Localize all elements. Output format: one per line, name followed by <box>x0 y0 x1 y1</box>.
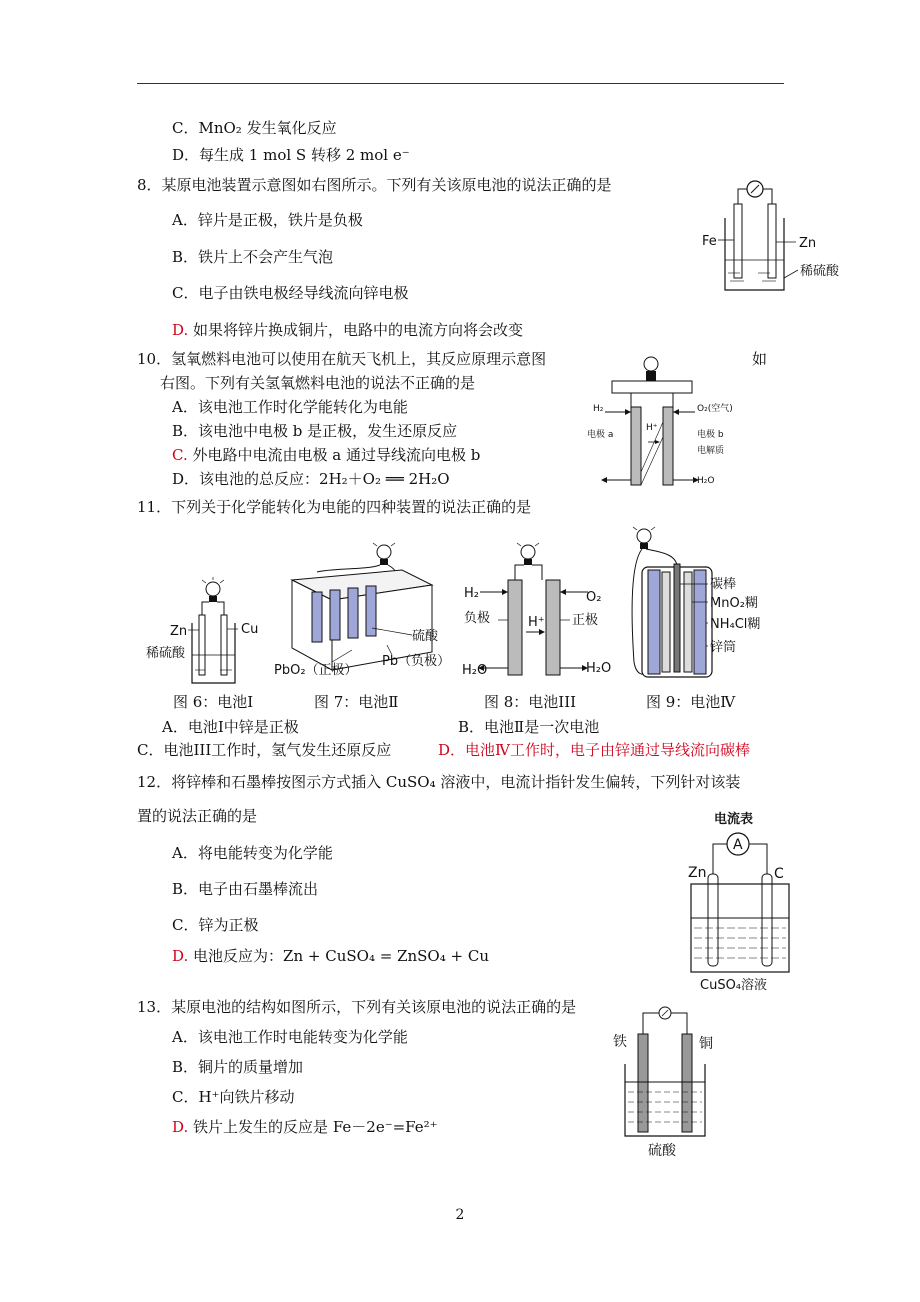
q11-stem: 11．下列关于化学能转化为电能的四种装置的说法正确的是 <box>137 498 532 516</box>
fig7-acid-label: 硫酸 <box>412 629 439 644</box>
q12-answer-letter: D. <box>172 947 189 965</box>
fig9-zinc-label: 锌筒 <box>710 640 737 655</box>
q10-answer-letter: C. <box>172 446 188 464</box>
q10-option-b: B．该电池中电极 b 是正极，发生还原反应 <box>172 422 458 440</box>
q11-figure6 <box>140 575 270 687</box>
q13-solution-label: 硫酸 <box>648 1143 676 1159</box>
q12-figure <box>680 806 800 996</box>
q8-figure <box>700 178 850 298</box>
q11-option-a: A．电池Ⅰ中锌是正极 <box>162 718 299 736</box>
fig6-cu-label: Cu <box>241 622 259 637</box>
q10-option-d: D．该电池的总反应：2H₂＋O₂ ══ 2H₂O <box>172 470 450 488</box>
q12-c-label: C <box>774 866 784 882</box>
fig6-caption: 图 6：电池Ⅰ <box>173 693 254 711</box>
fig8-hplus-label: H⁺ <box>528 615 545 630</box>
q10-h2o-label: H₂O <box>697 476 715 486</box>
header-rule <box>137 83 784 84</box>
fig9-mno2-label: MnO₂糊 <box>710 596 758 611</box>
q11-figure8 <box>460 540 620 680</box>
q10-option-c-text: 外电路中电流由电极 a 通过导线流向电极 b <box>192 446 481 464</box>
q10-option-a: A．该电池工作时化学能转化为电能 <box>172 398 408 416</box>
q10-h2-label: H₂ <box>593 404 604 414</box>
q10-stem-tail: 如 <box>752 350 768 368</box>
q8-option-d <box>172 320 523 340</box>
q10-electrolyte-label: 电解质 <box>697 446 725 456</box>
q8-fe-label: Fe <box>702 234 717 249</box>
q8-option-d-text: 如果将锌片换成铜片，电路中的电流方向将会改变 <box>193 321 524 339</box>
q10-o2-label: O₂(空气) <box>697 404 733 414</box>
q12-stem-line2: 置的说法正确的是 <box>137 807 258 825</box>
fig8-pos-label: 正极 <box>572 613 599 628</box>
q7-option-c: C．MnO₂ 发生氧化反应 <box>172 119 337 137</box>
fig7-pbo2-label: PbO₂（正极） <box>274 663 358 678</box>
q8-option-a: A．锌片是正极，铁片是负极 <box>172 211 363 229</box>
q10-option-c <box>172 445 480 465</box>
q8-solution-label: 稀硫酸 <box>800 264 840 279</box>
q13-option-c: C．H⁺向铁片移动 <box>172 1088 295 1106</box>
q7-option-d: D．每生成 1 mol S 转移 2 mol e⁻ <box>172 146 410 164</box>
q13-option-b: B．铜片的质量增加 <box>172 1058 304 1076</box>
fig8-h2o-right-label: H₂O <box>586 661 612 676</box>
q10-electrode-a-label: 电极 a <box>587 430 614 440</box>
q13-fe-label: 铁 <box>613 1034 627 1050</box>
q12-option-d <box>172 946 489 966</box>
fig8-h2o-left-label: H₂O <box>462 663 488 678</box>
q12-option-b: B．电子由石墨棒流出 <box>172 880 319 898</box>
fig8-caption: 图 8：电池III <box>484 693 577 711</box>
q11-option-c: C．电池III工作时，氢气发生还原反应 <box>137 741 392 759</box>
fig6-zn-label: Zn <box>170 624 188 639</box>
q12-option-d-text: 电池反应为：Zn + CuSO₄ = ZnSO₄ + Cu <box>193 947 489 965</box>
q13-cu-label: 铜 <box>699 1036 713 1052</box>
q10-figure <box>585 352 735 492</box>
q12-solution-label: CuSO₄溶液 <box>700 978 768 993</box>
q12-option-c: C．锌为正极 <box>172 916 259 934</box>
q10-hplus-label: H⁺ <box>646 423 658 433</box>
q8-option-c: C．电子由铁电极经导线流向锌电极 <box>172 284 409 302</box>
q12-ammeter-symbol: A <box>733 837 743 853</box>
q12-option-a: A．将电能转变为化学能 <box>172 844 333 862</box>
q13-answer-letter: D. <box>172 1118 189 1136</box>
q12-zn-label: Zn <box>688 865 707 881</box>
fig8-h2-label: H₂ <box>464 586 479 601</box>
q13-stem: 13．某原电池的结构如图所示，下列有关该原电池的说法正确的是 <box>137 998 577 1016</box>
page-number: 2 <box>455 1207 465 1223</box>
fig9-caption: 图 9：电池Ⅳ <box>646 693 736 711</box>
q12-meter-label: 电流表 <box>714 812 754 827</box>
q10-stem-line1: 10．氢氧燃料电池可以使用在航天飞机上，其反应原理示意图 <box>137 350 547 368</box>
q8-option-b: B．铁片上不会产生气泡 <box>172 248 334 266</box>
q11-option-d: D．电池Ⅳ工作时，电子由锌通过导线流向碳棒 <box>438 741 751 759</box>
q11-figure9 <box>622 522 782 687</box>
q11-option-b: B．电池Ⅱ是一次电池 <box>458 718 600 736</box>
q13-option-d-text: 铁片上发生的反应是 Fe－2e⁻=Fe²⁺ <box>193 1118 438 1136</box>
q10-stem-line2: 右图。下列有关氢氧燃料电池的说法不正确的是 <box>160 374 476 392</box>
q10-electrode-b-label: 电极 b <box>697 430 724 440</box>
q8-answer-letter: D. <box>172 321 189 339</box>
q8-stem: 8．某原电池装置示意图如右图所示。下列有关该原电池的说法正确的是 <box>137 176 612 194</box>
q11-figure7 <box>272 540 451 678</box>
q13-figure <box>605 1004 725 1164</box>
fig9-carbon-label: 碳棒 <box>710 577 737 592</box>
fig7-caption: 图 7：电池Ⅱ <box>314 693 399 711</box>
q8-zn-label: Zn <box>799 236 817 251</box>
fig7-pb-label: Pb（负极） <box>382 654 451 669</box>
q12-stem-line1: 12．将锌棒和石墨棒按图示方式插入 CuSO₄ 溶液中，电流计指针发生偏转，下列针对该装 <box>137 773 741 791</box>
fig8-neg-label: 负极 <box>464 611 491 626</box>
fig8-o2-label: O₂ <box>586 590 602 605</box>
q13-option-d <box>172 1117 438 1137</box>
fig9-nh4cl-label: NH₄Cl糊 <box>710 617 761 632</box>
q13-option-a: A．该电池工作时电能转变为化学能 <box>172 1028 408 1046</box>
fig6-acid-label: 稀硫酸 <box>146 646 186 661</box>
